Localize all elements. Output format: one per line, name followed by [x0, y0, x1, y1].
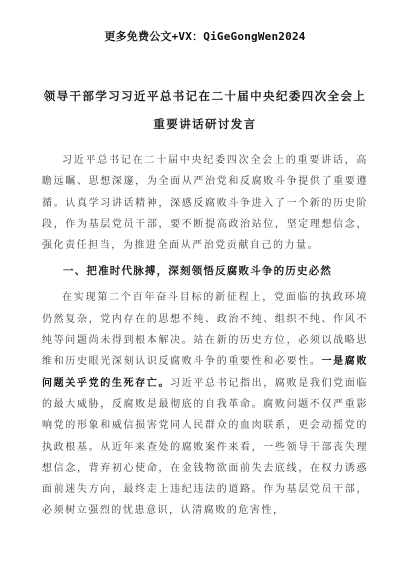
section-1-text-after: 习近平总书记指出，腐败是我们党面临的最大威胁，反腐败是最彻底的自我革命。腐败问题不仅严重影响党的形象和威信损害党同人民群众的血肉联系，更会动摇党的执政根基。从近年来查处的腐败案件来看，一些领导干部丧失理想信念，背弃初心使命，在金钱物欲面前失去底线，在权力诱惑面前迷失方向，最终走上违纪违法的道路。作为基层党员干部，必须树立强烈的忧患意识，认清腐败的危害性， [42, 377, 368, 517]
document-title-line-1: 领导干部学习习近平总书记在二十届中央纪委四次全会上 [43, 89, 367, 103]
document-title-line-2: 重要讲话研讨发言 [153, 117, 257, 131]
section-1-bold-point: 一是腐败问题关乎党的生死存亡。 [42, 356, 369, 389]
section-1-heading: 一、把准时代脉搏，深刻领悟反腐败斗争的历史必然 [63, 265, 333, 278]
intro-paragraph: 习近平总书记在二十届中央纪委四次全会上的重要讲话，高瞻远瞩、思想深邃，为全面从严治党和反腐败斗争提供了重要遵循。认真学习讲话精神，深感反腐败斗争进入了一个新的历史阶段，作为基层党员干部，要不断提高政治站位，坚定理想信念，强化责任担当，为推进全面从严治党贡献自己的力量。 [42, 155, 368, 252]
section-1-text-before: 在实现第二个百年奋斗目标的新征程上，党面临的执政环境仍然复杂，党内存在的思想不纯、政治不纯、组织不纯、作风不纯等问题尚未得到根本解决。站在新的历史方位，必须以战略思维和历史眼光深刻认识反腐败斗争的重要性和必要性。 [42, 292, 368, 368]
section-1-paragraph [42, 287, 368, 521]
promo-banner: 更多免费公文+VX：QiGeGongWen2024 [104, 30, 306, 43]
